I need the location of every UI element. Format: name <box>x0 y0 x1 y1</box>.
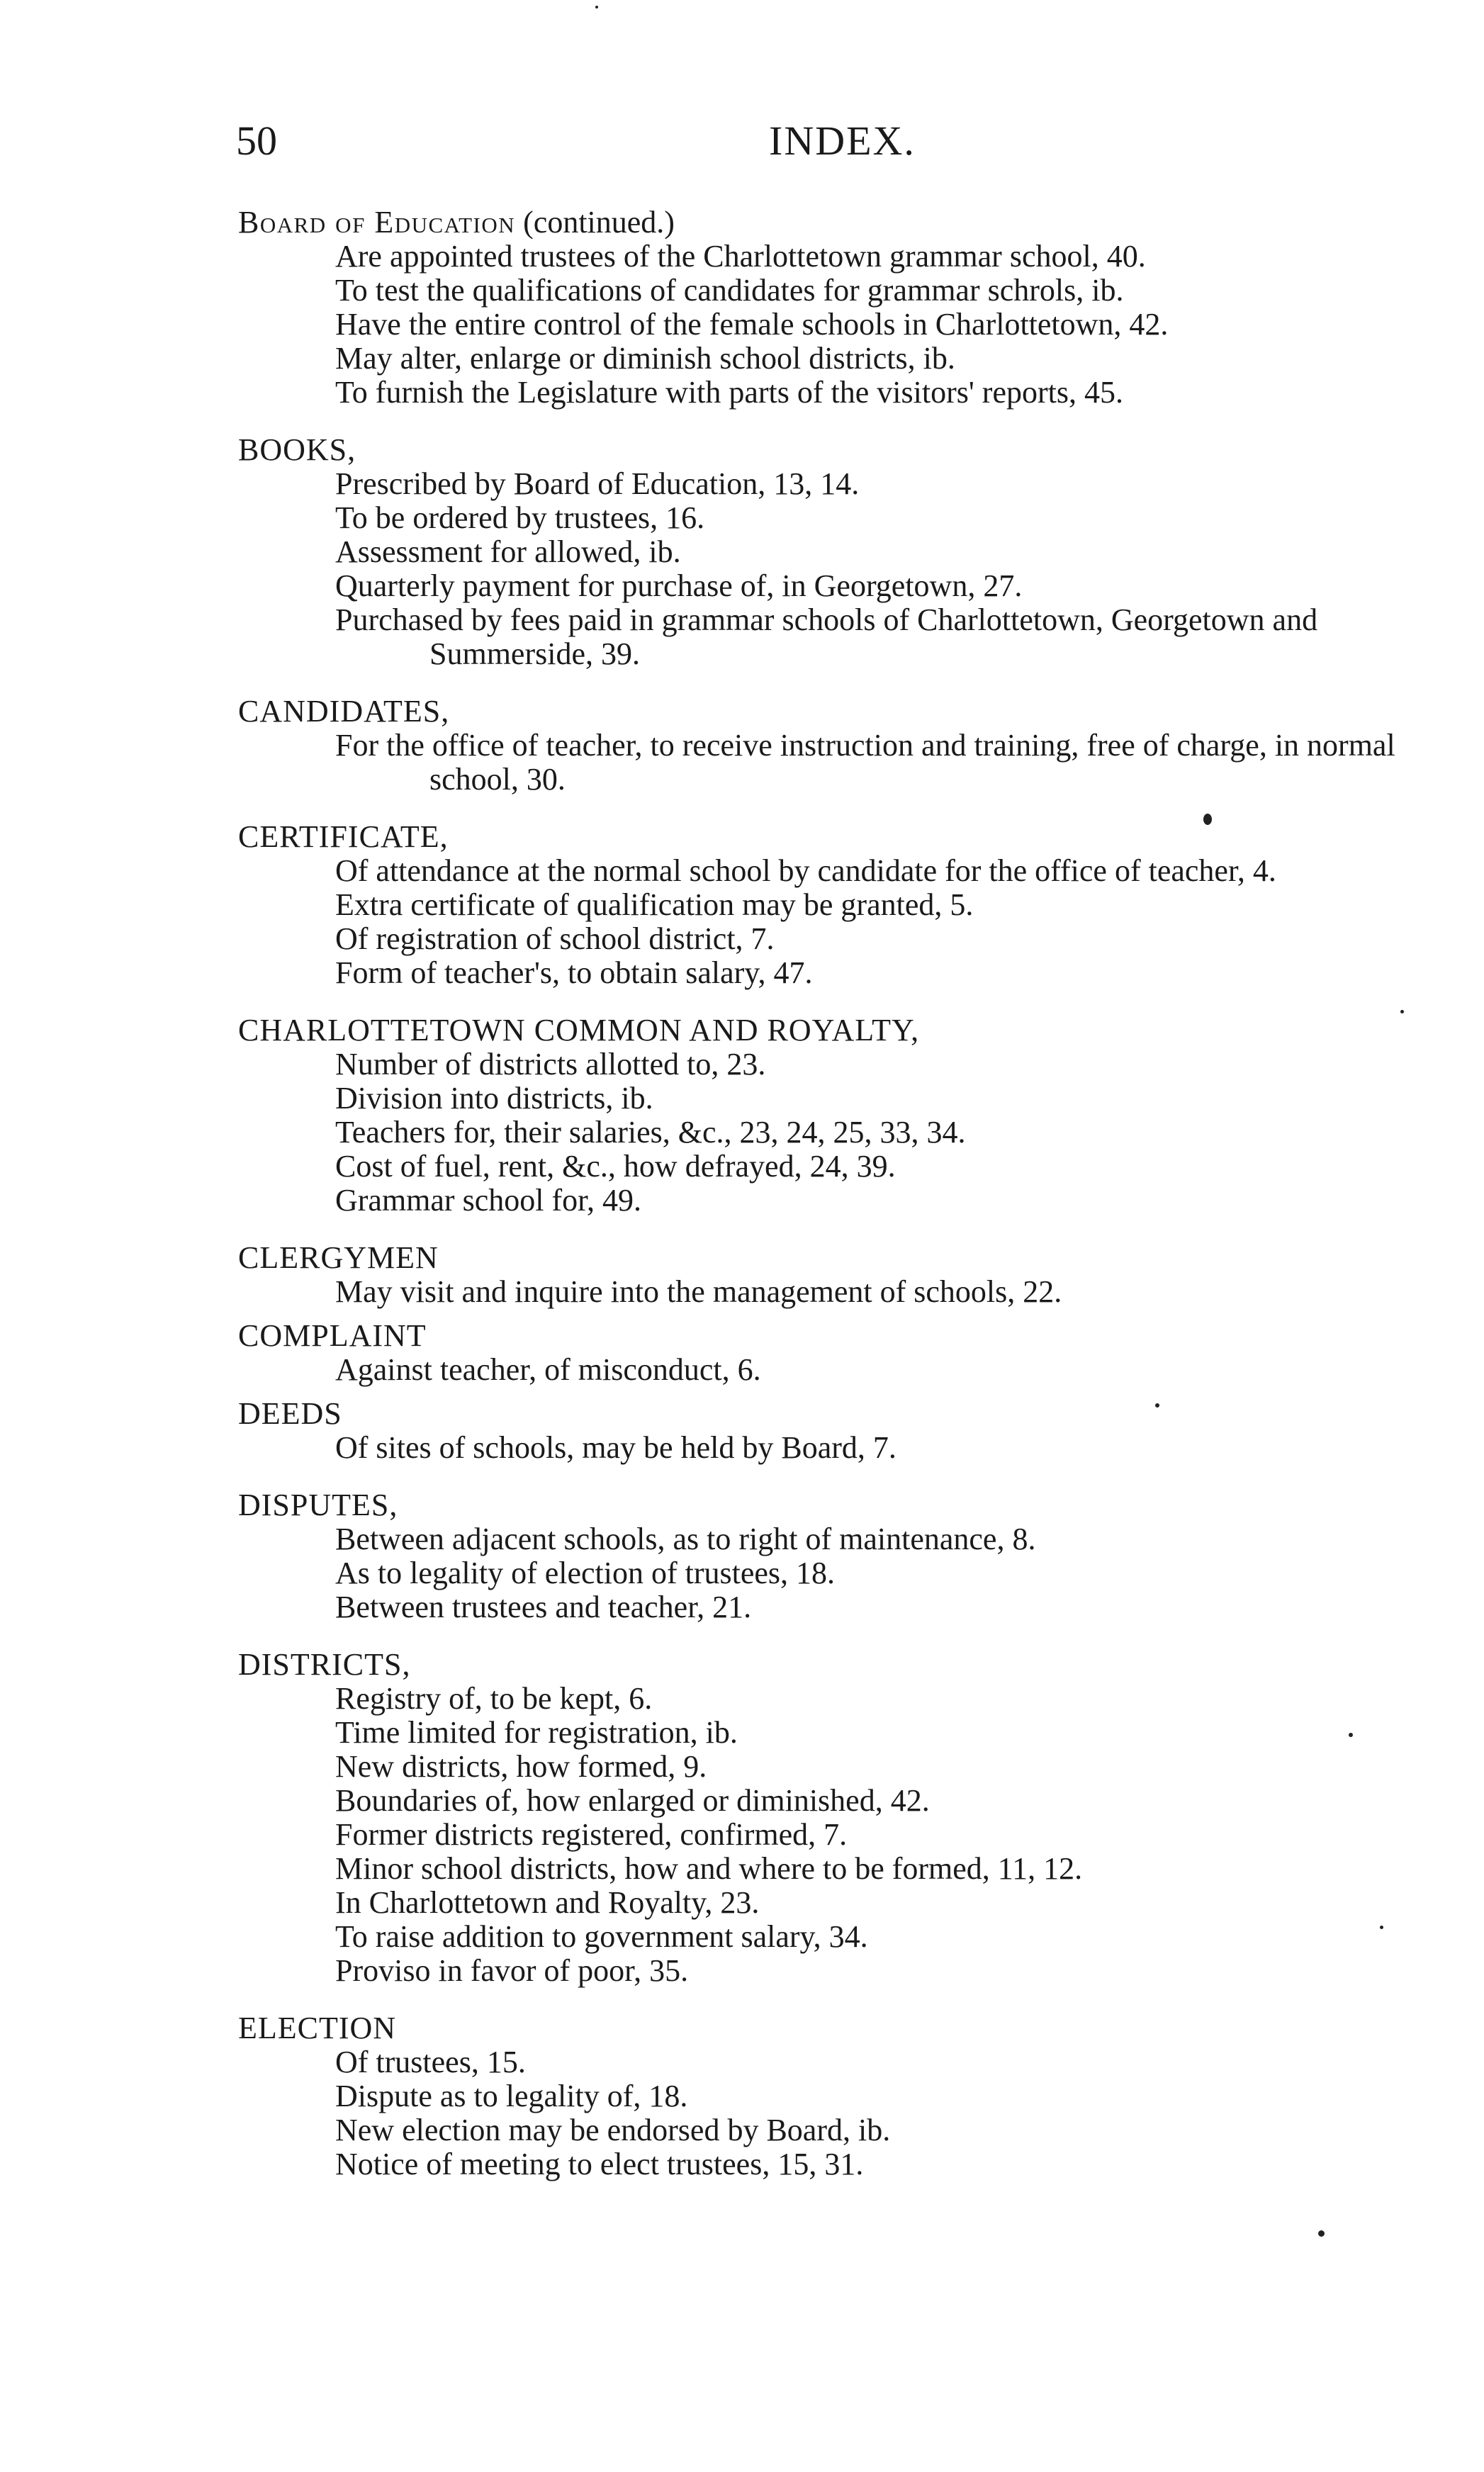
sub-entry: Of registration of school district, 7. <box>335 921 775 956</box>
continued-note: (continued.) <box>515 205 675 240</box>
sub-entry: Are appointed trustees of the Charlottetown grammar school, 40. <box>335 239 1146 274</box>
sub-entry: Form of teacher's, to obtain salary, 47. <box>335 955 813 990</box>
index-entry-districts <box>238 1648 1429 1988</box>
sub-entry: For the office of teacher, to receive instruction and training, free of charge, in normal school, 30. <box>335 728 1395 797</box>
sub-entry: Of trustees, 15. <box>335 2045 526 2079</box>
scan-speck <box>1380 1926 1383 1929</box>
sub-entry: Dispute as to legality of, 18. <box>335 2079 688 2113</box>
scan-speck <box>1318 2230 1325 2237</box>
sub-entry: Registry of, to be kept, 6. <box>335 1681 653 1716</box>
sub-entry: May visit and inquire into the management of schools, 22. <box>335 1274 1062 1309</box>
sub-entry: Purchased by fees paid in grammar schools of Charlottetown, Georgetown and Summerside, 39. <box>335 602 1318 671</box>
entry-heading: COMPLAINT <box>238 1318 427 1353</box>
sub-entry: To test the qualifications of candidates for grammar schrols, ib. <box>335 273 1124 308</box>
index-entry-complaint <box>238 1319 1429 1387</box>
sub-entry: Prescribed by Board of Education, 13, 14. <box>335 466 860 501</box>
entry-heading-text: Board of Education <box>238 205 516 240</box>
sub-entry: Boundaries of, how enlarged or diminished, 42. <box>335 1783 930 1818</box>
sub-entry: Between trustees and teacher, 21. <box>335 1590 752 1624</box>
sub-entry: Time limited for registration, ib. <box>335 1715 738 1750</box>
scan-speck <box>595 6 598 9</box>
sub-entry: To furnish the Legislature with parts of the visitors' reports, 45. <box>335 375 1123 410</box>
scan-speck <box>1155 1403 1159 1408</box>
sub-entry: Of sites of schools, may be held by Board, 7. <box>335 1430 896 1465</box>
scan-speck <box>1349 1733 1353 1737</box>
sub-entry: Cost of fuel, rent, &c., how defrayed, 24, 39. <box>335 1149 896 1184</box>
index-entry-disputes <box>238 1488 1429 1624</box>
sub-entry: In Charlottetown and Royalty, 23. <box>335 1885 760 1920</box>
index-entry-board-of-education <box>238 206 1429 410</box>
sub-entry: Between adjacent schools, as to right of maintenance, 8. <box>335 1522 1036 1556</box>
sub-entry: May alter, enlarge or diminish school districts, ib. <box>335 341 955 376</box>
sub-entry: Notice of meeting to elect trustees, 15, 31. <box>335 2147 864 2181</box>
entry-heading: DEEDS <box>238 1396 342 1431</box>
sub-entry: Quarterly payment for purchase of, in Georgetown, 27. <box>335 568 1023 603</box>
index-entry-charlottetown <box>238 1013 1429 1218</box>
entry-heading: CHARLOTTETOWN COMMON AND ROYALTY, <box>238 1013 920 1047</box>
index-entry-books <box>238 433 1429 671</box>
sub-entry: New election may be endorsed by Board, ib. <box>335 2113 891 2147</box>
sub-entry: Against teacher, of misconduct, 6. <box>335 1352 761 1387</box>
sub-entry: Extra certificate of qualification may be granted, 5. <box>335 887 974 922</box>
sub-entry: To be ordered by trustees, 16. <box>335 500 705 535</box>
sub-entry: As to legality of election of trustees, 18. <box>335 1556 836 1590</box>
entry-heading <box>238 206 1429 240</box>
entry-heading: BOOKS, <box>238 432 356 467</box>
sub-entry: Teachers for, their salaries, &c., 23, 24, 25, 33, 34. <box>335 1115 966 1150</box>
sub-entry: Former districts registered, confirmed, 7. <box>335 1817 848 1852</box>
index-entry-clergymen <box>238 1241 1429 1309</box>
index-entry-certificate <box>238 820 1429 990</box>
index-entry-deeds <box>238 1397 1429 1465</box>
entry-heading: CERTIFICATE, <box>238 819 449 854</box>
sub-entry: Of attendance at the normal school by candidate for the office of teacher, 4. <box>335 853 1276 888</box>
scan-speck <box>1400 1010 1404 1013</box>
running-head: INDEX. <box>769 118 916 164</box>
sub-entry: Grammar school for, 49. <box>335 1183 642 1218</box>
sub-entry: New districts, how formed, 9. <box>335 1749 707 1784</box>
sub-entry: Number of districts allotted to, 23. <box>335 1047 766 1082</box>
entry-heading: DISPUTES, <box>238 1488 398 1522</box>
sub-entry: To raise addition to government salary, 34. <box>335 1919 868 1954</box>
sub-entry: Minor school districts, how and where to be formed, 11, 12. <box>335 1851 1083 1886</box>
index-entry-election <box>238 2011 1429 2181</box>
sub-entry: Have the entire control of the female schools in Charlottetown, 42. <box>335 307 1169 342</box>
index-entry-candidates <box>238 695 1429 797</box>
page-number: 50 <box>236 118 277 164</box>
scan-speck <box>1203 814 1212 825</box>
entry-heading: CANDIDATES, <box>238 694 450 729</box>
entry-heading: ELECTION <box>238 2011 397 2045</box>
sub-entry: Assessment for allowed, ib. <box>335 534 681 569</box>
entry-heading: DISTRICTS, <box>238 1647 411 1682</box>
sub-entry: Division into districts, ib. <box>335 1081 653 1116</box>
index-body <box>238 206 1429 2181</box>
sub-entry: Proviso in favor of poor, 35. <box>335 1953 689 1988</box>
entry-heading: CLERGYMEN <box>238 1240 439 1275</box>
